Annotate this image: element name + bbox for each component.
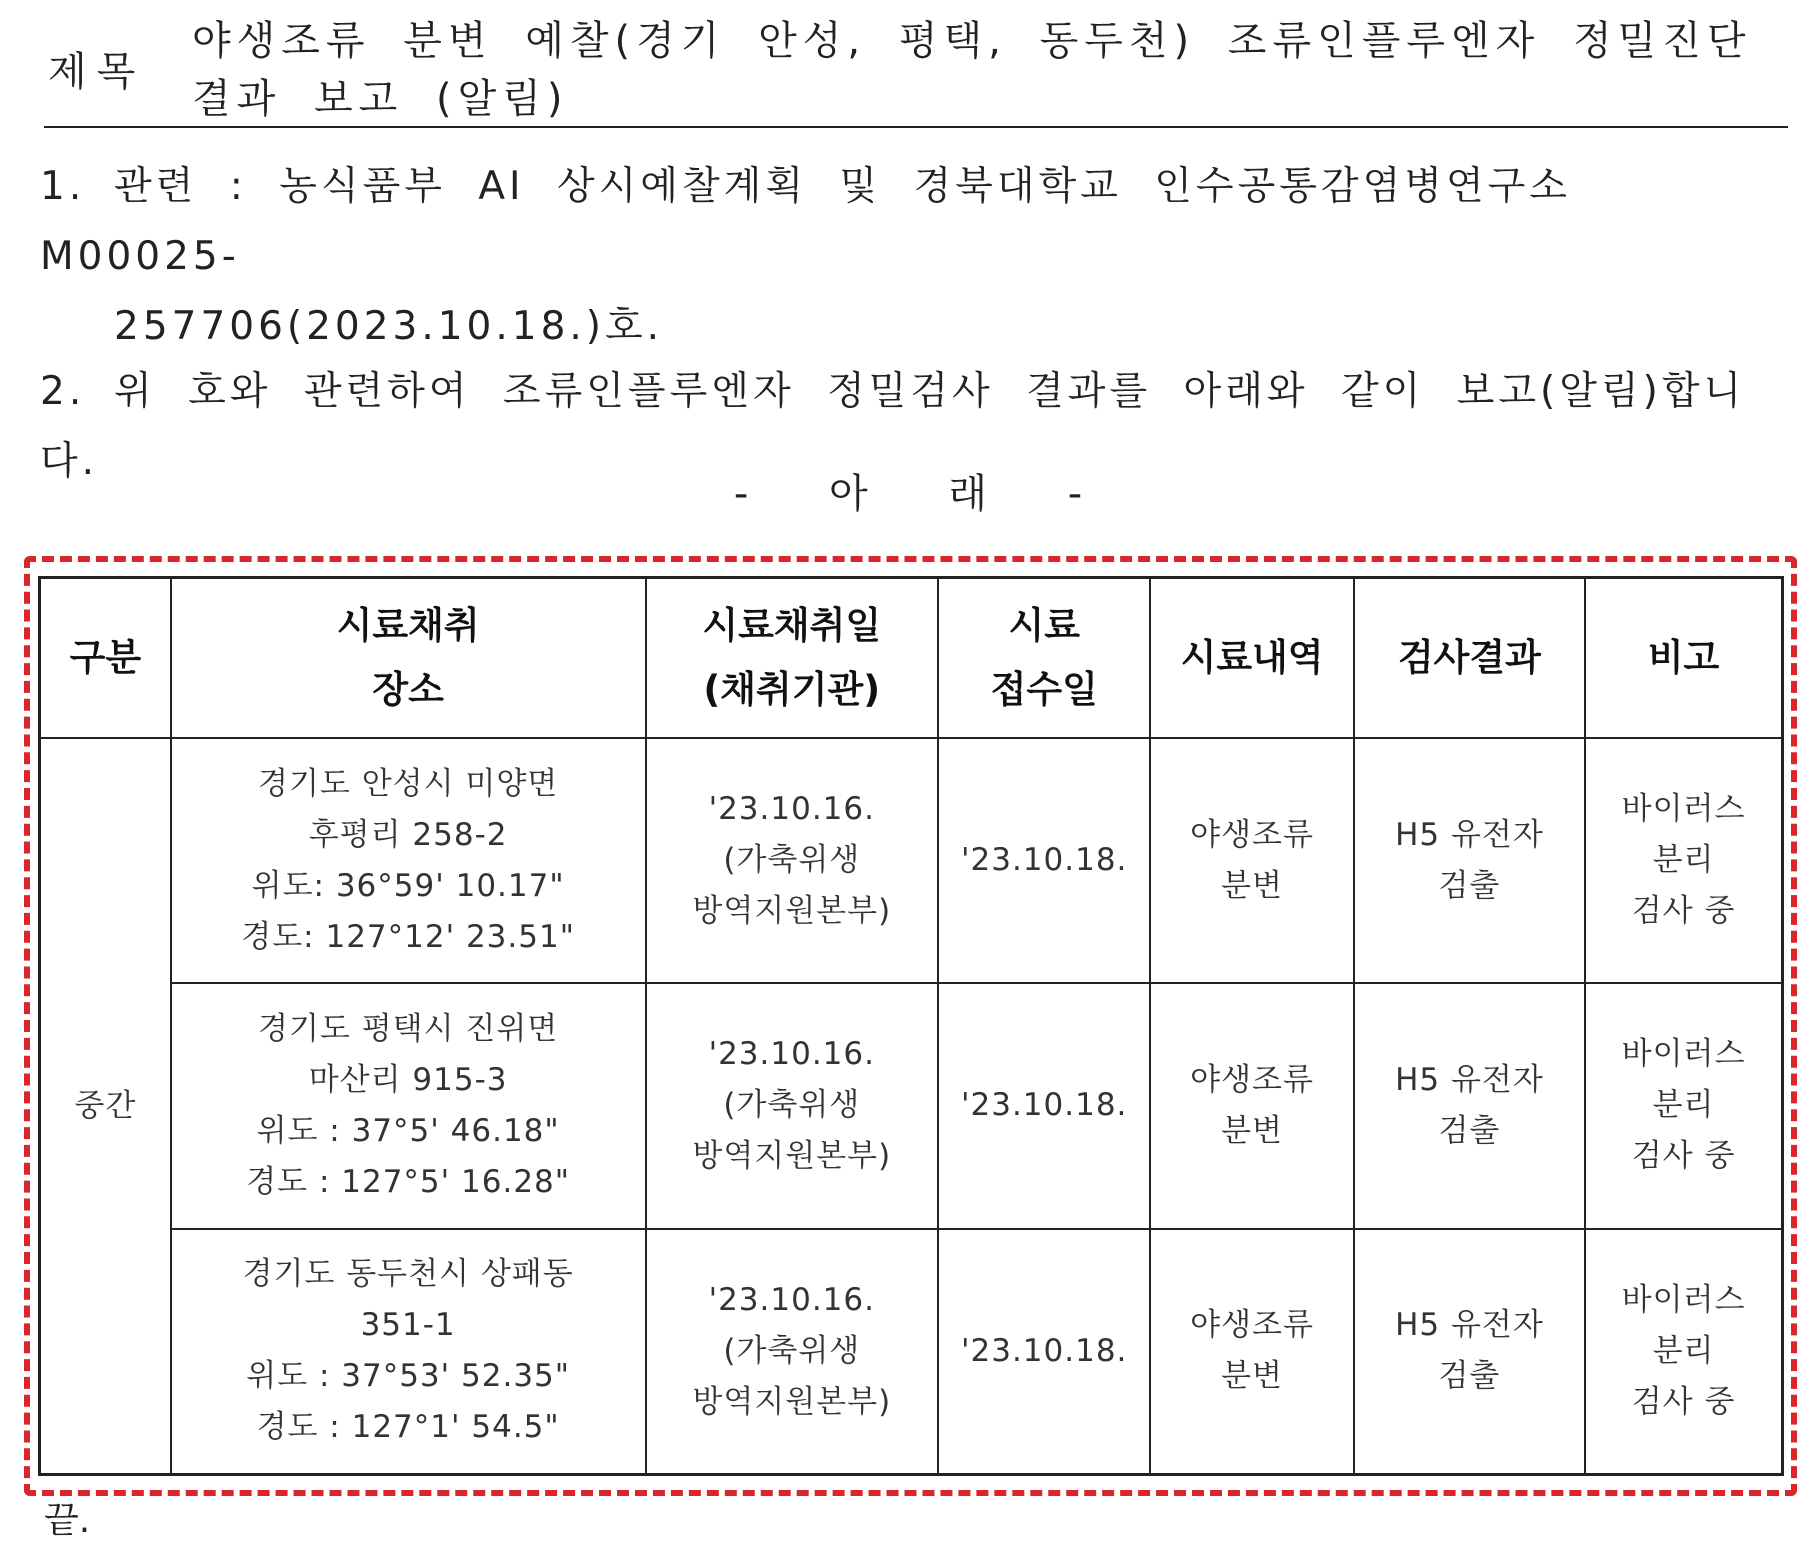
- note-cell: [1585, 1229, 1782, 1475]
- sample-cell: [1150, 983, 1353, 1228]
- collection-date: '23.10.16.: [708, 791, 875, 828]
- date-cell: [646, 738, 939, 983]
- received-cell: '23.10.18.: [938, 1229, 1150, 1475]
- sample-line1: 야생조류: [1190, 816, 1314, 853]
- result-cell: [1354, 738, 1585, 983]
- location-cell: [171, 983, 646, 1228]
- below-heading: - 아 래 -: [733, 471, 1087, 517]
- header-divider: [44, 126, 1788, 128]
- received-cell: '23.10.18.: [938, 983, 1150, 1228]
- note-line3: 검사 중: [1631, 893, 1736, 930]
- header-note: 비고: [1585, 578, 1782, 739]
- date-cell: [646, 1229, 939, 1475]
- header-location-line2: 장소: [372, 668, 444, 711]
- result-line1: H5 유전자: [1395, 816, 1544, 853]
- header-location-line1: 시료채취: [336, 604, 480, 647]
- note-cell: [1585, 738, 1782, 983]
- sample-line2: 분변: [1221, 867, 1284, 904]
- location-latitude: 위도 : 37°53' 52.35": [246, 1358, 571, 1395]
- collection-agency-line1: (가축위생: [723, 1332, 861, 1369]
- sample-cell: [1150, 1229, 1353, 1475]
- sample-cell: [1150, 738, 1353, 983]
- result-line2: 검출: [1438, 867, 1501, 904]
- result-line2: 검출: [1438, 1358, 1501, 1395]
- location-address: 경기도 평택시 진위면: [258, 1010, 559, 1047]
- end-mark: 끝.: [44, 1500, 91, 1541]
- result-cell: [1354, 1229, 1585, 1475]
- header-result: 검사결과: [1354, 578, 1585, 739]
- header-date-line1: 시료채취일: [702, 604, 882, 647]
- paragraph-number: 1.: [40, 164, 86, 209]
- table-row: [40, 1229, 1783, 1475]
- location-address: 경기도 동두천시 상패동: [242, 1256, 574, 1293]
- collection-agency-line1: (가축위생: [723, 1087, 861, 1124]
- note-line2: 분리: [1652, 842, 1715, 879]
- note-line1: 바이러스: [1621, 1036, 1746, 1073]
- result-line1: H5 유전자: [1395, 1307, 1544, 1344]
- received-cell: '23.10.18.: [938, 738, 1150, 983]
- result-line1: H5 유전자: [1395, 1061, 1544, 1098]
- location-longitude: 경도: 127°12' 23.51": [241, 918, 575, 955]
- table-row: [40, 738, 1783, 983]
- location-lot: 351-1: [360, 1307, 456, 1344]
- header-received-line2: 접수일: [990, 668, 1098, 711]
- results-table: [38, 576, 1784, 1476]
- location-cell: [171, 1229, 646, 1475]
- subject-label: 제목: [48, 49, 146, 95]
- location-latitude: 위도 : 37°5' 46.18": [256, 1112, 560, 1149]
- collection-agency-line1: (가축위생: [723, 842, 861, 879]
- paragraph-related: [40, 152, 1790, 362]
- collection-agency-line2: 방역지원본부): [692, 893, 892, 930]
- note-line2: 분리: [1652, 1087, 1715, 1124]
- paragraph-related-line1: 관련 : 농식품부 AI 상시예찰계획 및 경북대학교 인수공통감염병연구소 M00025-: [40, 164, 1571, 279]
- sample-line1: 야생조류: [1190, 1307, 1314, 1344]
- location-lot: 마산리 915-3: [308, 1061, 508, 1098]
- note-line1: 바이러스: [1621, 1281, 1746, 1318]
- note-cell: [1585, 983, 1782, 1228]
- note-line3: 검사 중: [1631, 1383, 1736, 1420]
- location-longitude: 경도 : 127°1' 54.5": [256, 1409, 560, 1446]
- header-sample: 시료내역: [1150, 578, 1353, 739]
- table-header-row: [40, 578, 1783, 739]
- result-line2: 검출: [1438, 1112, 1501, 1149]
- header-date-line2: (채취기관): [703, 668, 881, 711]
- location-lot: 후평리 258-2: [308, 816, 508, 853]
- collection-date: '23.10.16.: [708, 1281, 875, 1318]
- location-longitude: 경도 : 127°5' 16.28": [246, 1163, 571, 1200]
- category-cell: 중간: [40, 738, 171, 1475]
- sample-line2: 분변: [1221, 1358, 1284, 1395]
- header-category: 구분: [40, 578, 171, 739]
- note-line2: 분리: [1652, 1332, 1715, 1369]
- sample-line2: 분변: [1221, 1112, 1284, 1149]
- location-cell: [171, 738, 646, 983]
- note-line3: 검사 중: [1631, 1138, 1736, 1175]
- collection-agency-line2: 방역지원본부): [692, 1138, 892, 1175]
- sample-line1: 야생조류: [1190, 1061, 1314, 1098]
- result-cell: [1354, 983, 1585, 1228]
- paragraph-number: 2.: [40, 369, 86, 414]
- paragraph-report-text: 위 호와 관련하여 조류인플루엔자 정밀검사 결과를 아래와 같이 보고(알림)합니다.: [40, 369, 1746, 484]
- subject-title: 야생조류 분변 예찰(경기 안성, 평택, 동두천) 조류인플루엔자 정밀진단 결과 보고 (알림): [192, 18, 1752, 122]
- location-latitude: 위도: 36°59' 10.17": [251, 867, 565, 904]
- header-received: [938, 578, 1150, 739]
- header-date: [646, 578, 939, 739]
- table-row: [40, 983, 1783, 1228]
- collection-agency-line2: 방역지원본부): [692, 1383, 892, 1420]
- collection-date: '23.10.16.: [708, 1036, 875, 1073]
- header-location: [171, 578, 646, 739]
- header-received-line1: 시료: [1008, 604, 1080, 647]
- note-line1: 바이러스: [1621, 791, 1746, 828]
- location-address: 경기도 안성시 미양면: [258, 765, 559, 802]
- date-cell: [646, 983, 939, 1228]
- paragraph-related-line2: 257706(2023.10.18.)호.: [114, 304, 664, 349]
